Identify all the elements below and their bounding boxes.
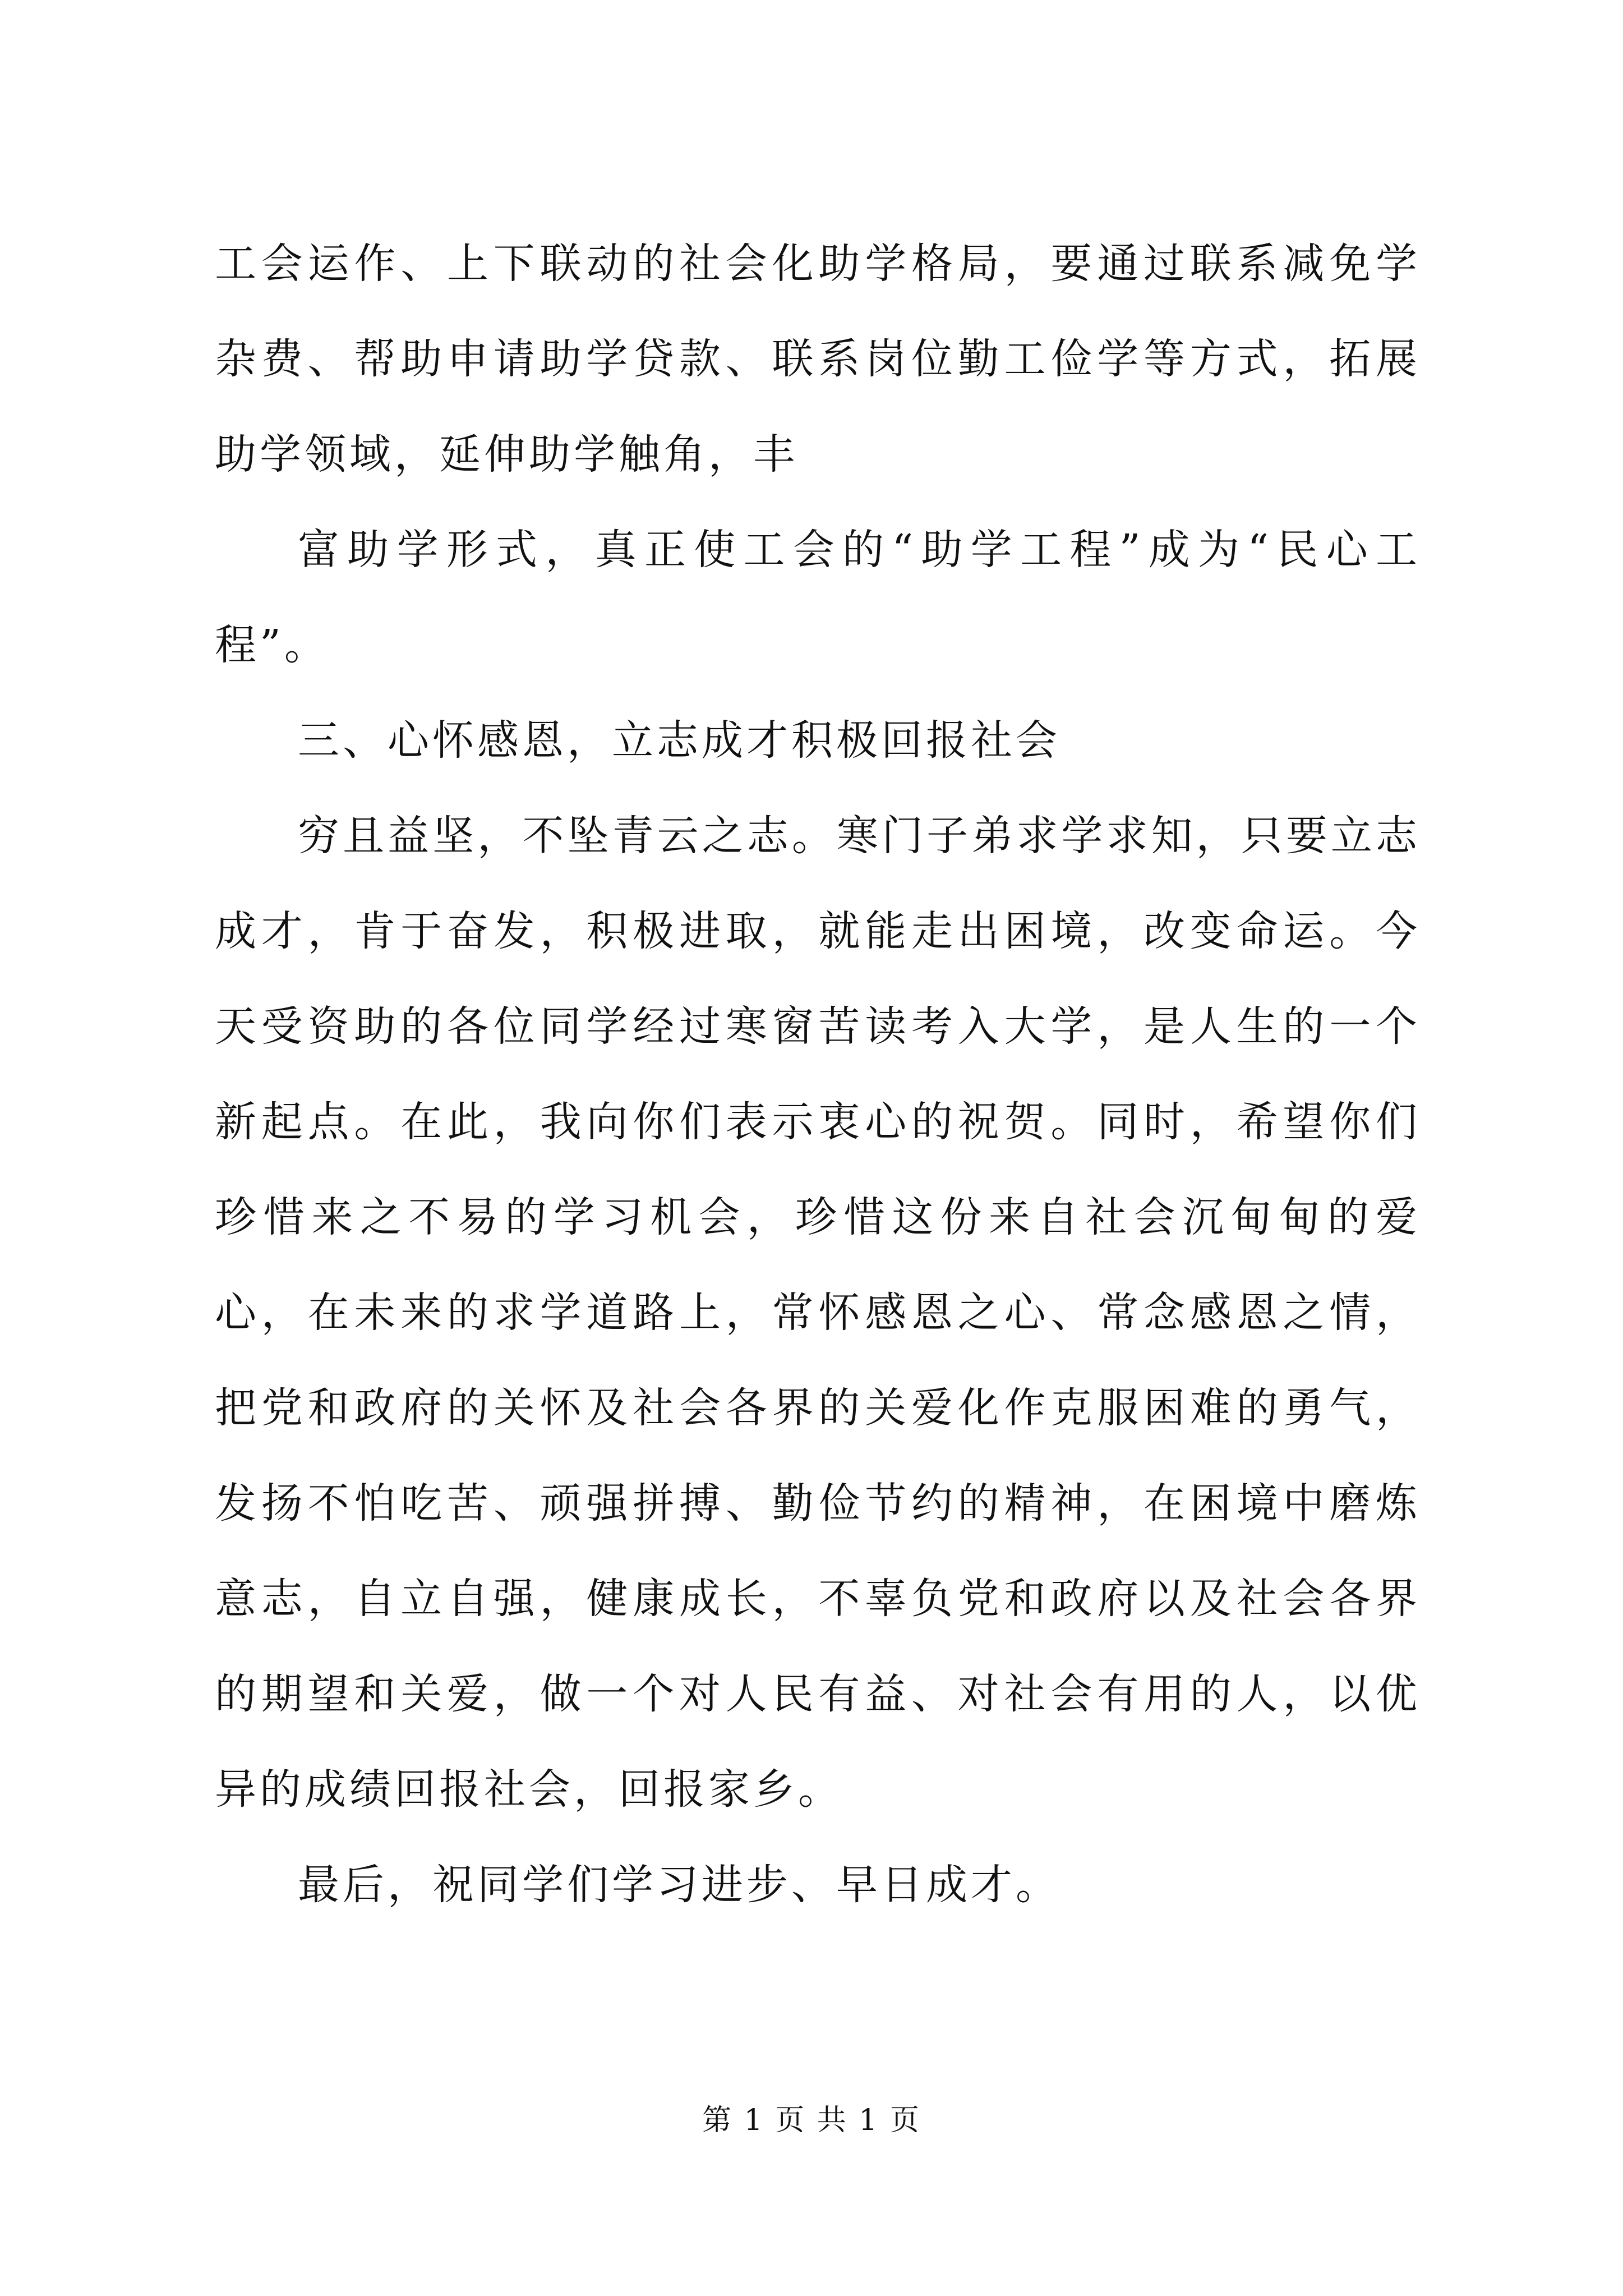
paragraph-body: 穷且益坚，不坠青云之志。寒门子弟求学求知，只要立志成才，肯于奋发，积极进取，就能走出困境，改变命运。今天受资助的各位同学经过寒窗苦读考入大学，是人生的一个新起点。在此，我向你们表示衷心的祝贺。同时，希望你们珍惜来之不易的学习机会，珍惜这份来自社会沉甸甸的爱心，在未来的求学道路上，常怀感恩之心、常念感恩之情，把党和政府的关怀及社会各界的关爱化作克服困难的勇气，发扬不怕吃苦、顽强拼搏、勤俭节约的精神，在困境中磨炼意志，自立自强，健康成长，不辜负党和政府以及社会各界的期望和关爱，做一个对人民有益、对社会有用的人，以优异的成绩回报社会，回报家乡。 xyxy=(215,812,1421,1814)
page-footer xyxy=(0,2101,1623,2140)
page-number-label: 第 1 页 共 1 页 xyxy=(702,2104,921,2137)
paragraph-continuation: 工会运作、上下联动的社会化助学格局，要通过联系减免学杂费、帮助申请助学贷款、联系岗位勤工俭学等方式，拓展助学领域，延伸助学触角，丰 xyxy=(215,240,1421,478)
paragraph-closing: 最后，祝同学们学习进步、早日成才。 xyxy=(298,1861,1061,1909)
document-body xyxy=(215,216,1421,1932)
section-heading: 三、心怀感恩，立志成才积极回报社会 xyxy=(298,716,1061,765)
paragraph-continuation-end: 富助学形式，真正使工会的“助学工程”成为“民心工程”。 xyxy=(215,526,1421,669)
